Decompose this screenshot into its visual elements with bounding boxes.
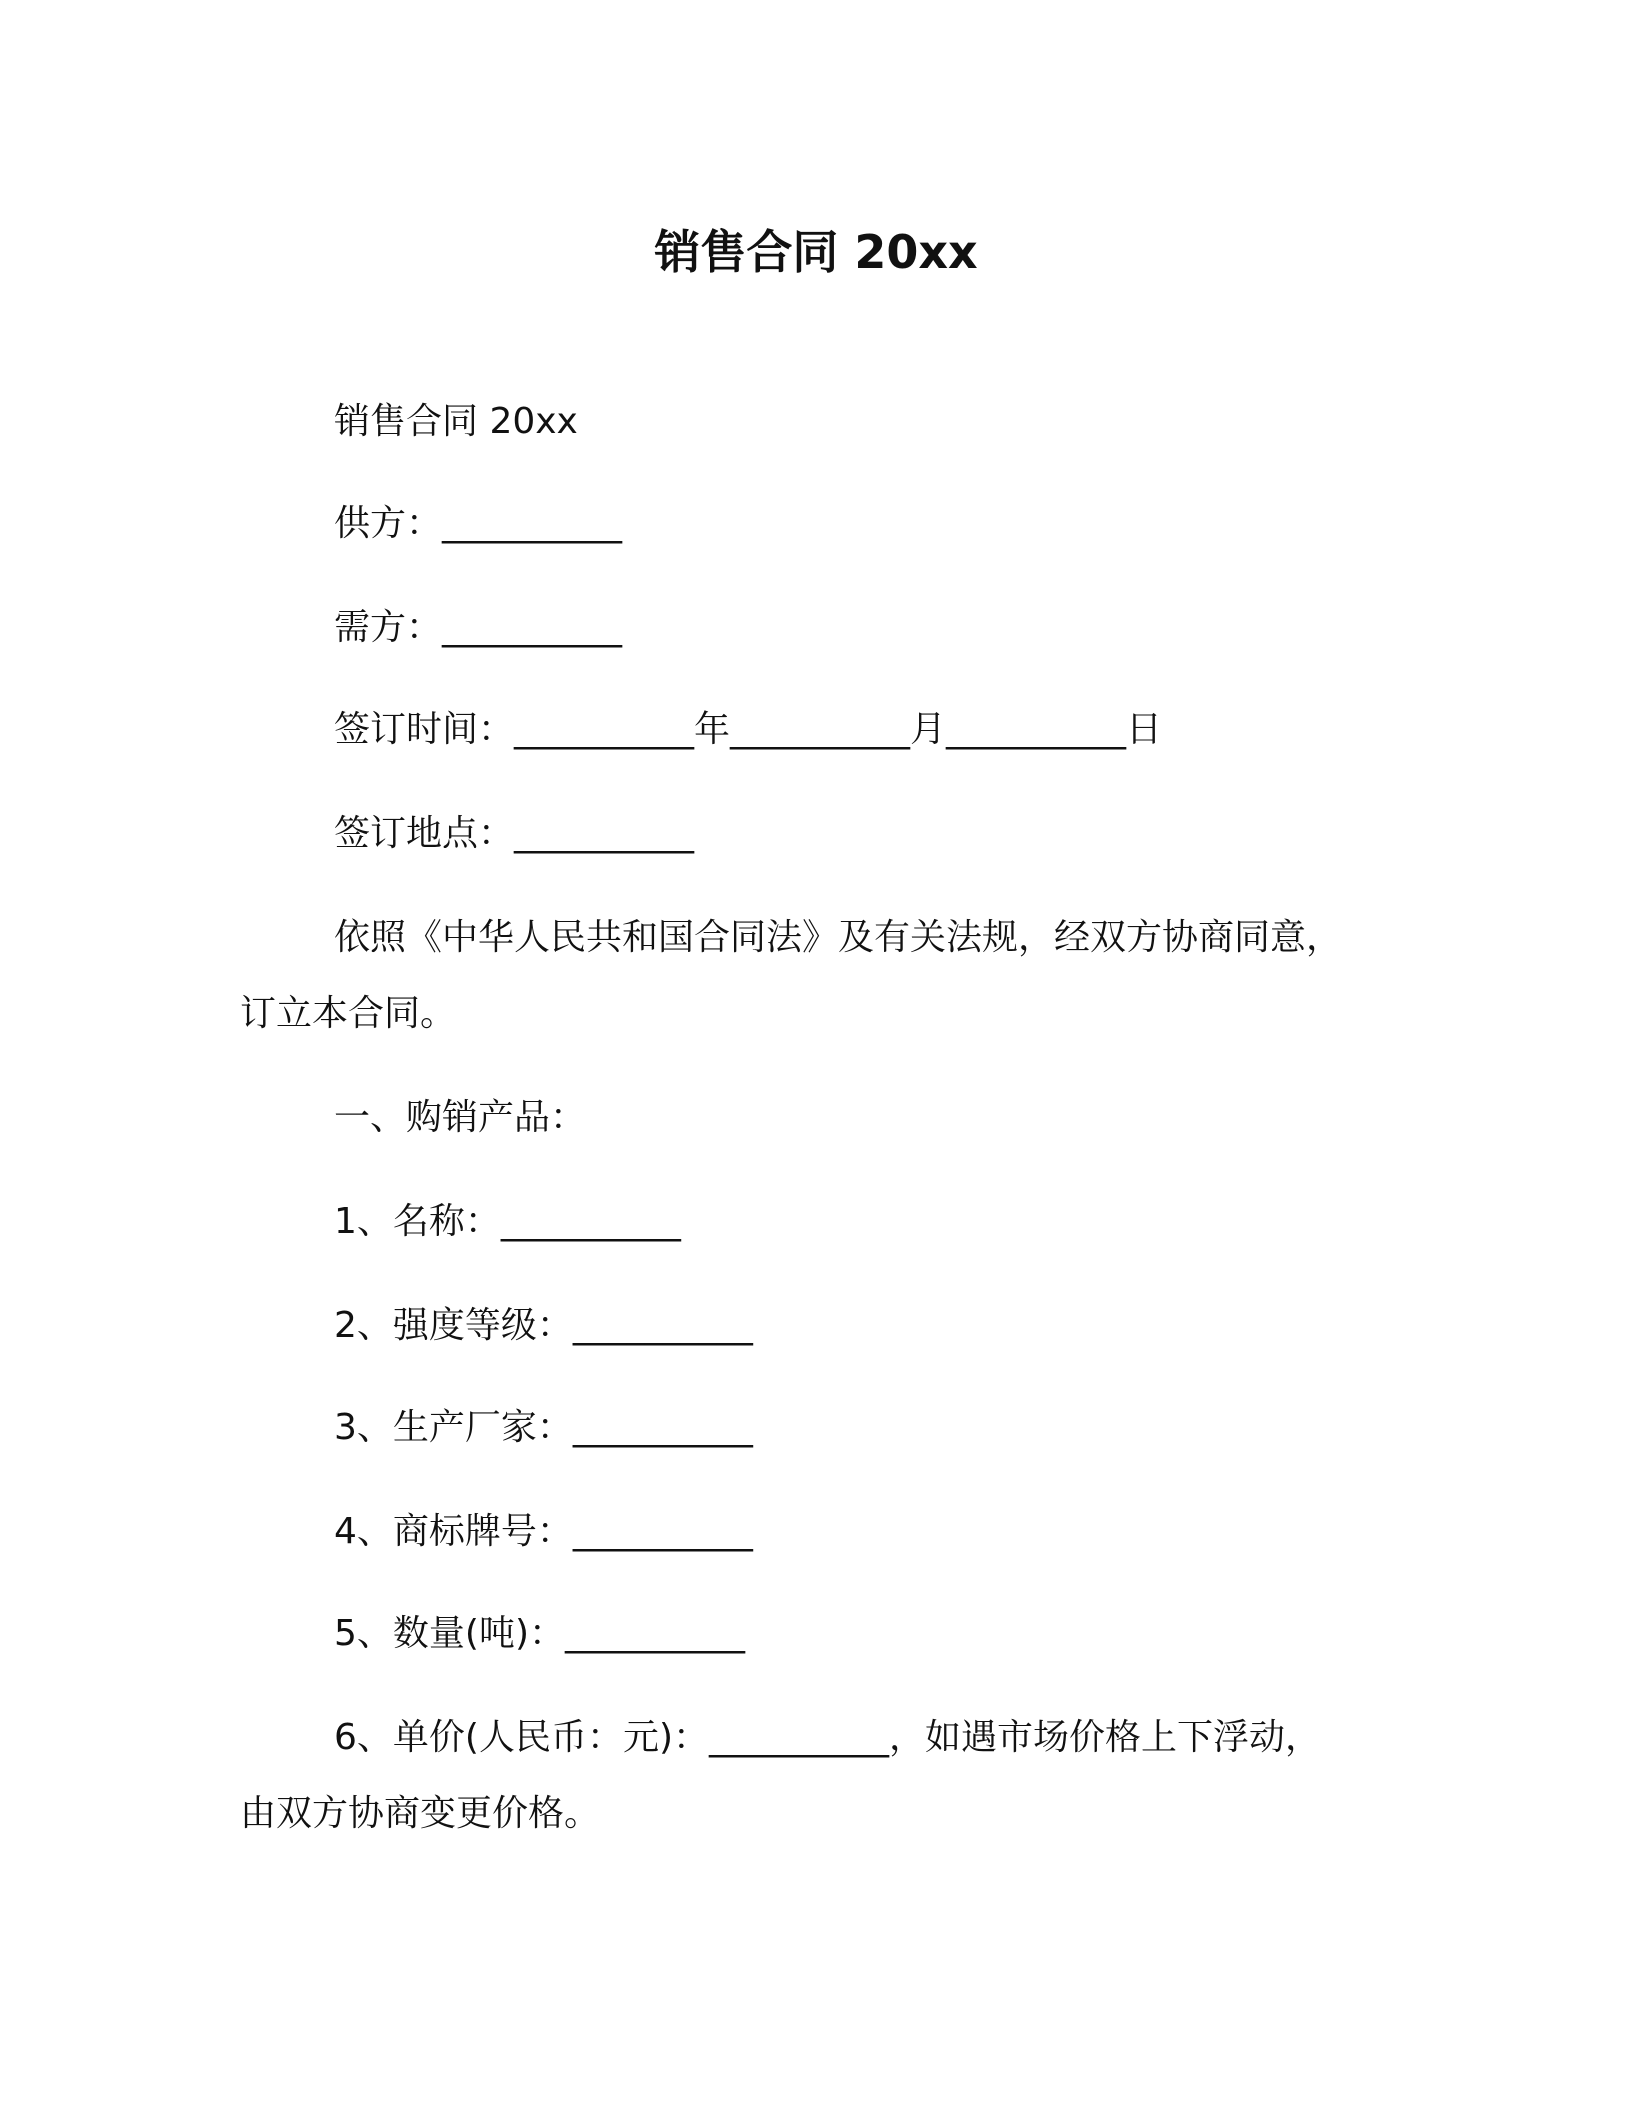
item-price-line-2: 由双方协商变更价格。 xyxy=(240,1793,601,1834)
sign-date-line: 签订时间：__________年__________月__________日 xyxy=(334,709,1163,750)
document-heading: 销售合同 20xx xyxy=(334,401,578,442)
supplier-line: 供方：__________ xyxy=(334,503,623,544)
item-quantity-line: 5、数量(吨)：__________ xyxy=(334,1613,745,1654)
sign-place-line: 签订地点：__________ xyxy=(334,813,695,854)
item-manufacturer-line: 3、生产厂家：__________ xyxy=(334,1407,753,1448)
item-grade-line: 2、强度等级：__________ xyxy=(334,1305,753,1346)
preamble-line-2: 订立本合同。 xyxy=(240,993,457,1034)
item-name-line: 1、名称：__________ xyxy=(334,1201,681,1242)
item-brand-line: 4、商标牌号：__________ xyxy=(334,1511,753,1552)
item-price-line-1: 6、单价(人民币：元)：__________，如遇市场价格上下浮动， xyxy=(334,1717,1321,1758)
preamble-line-1: 依照《中华人民共和国合同法》及有关法规，经双方协商同意， xyxy=(334,917,1343,958)
buyer-line: 需方：__________ xyxy=(334,607,623,648)
section1-title: 一、购销产品： xyxy=(334,1097,587,1138)
document-title: 销售合同 20xx xyxy=(654,225,978,279)
